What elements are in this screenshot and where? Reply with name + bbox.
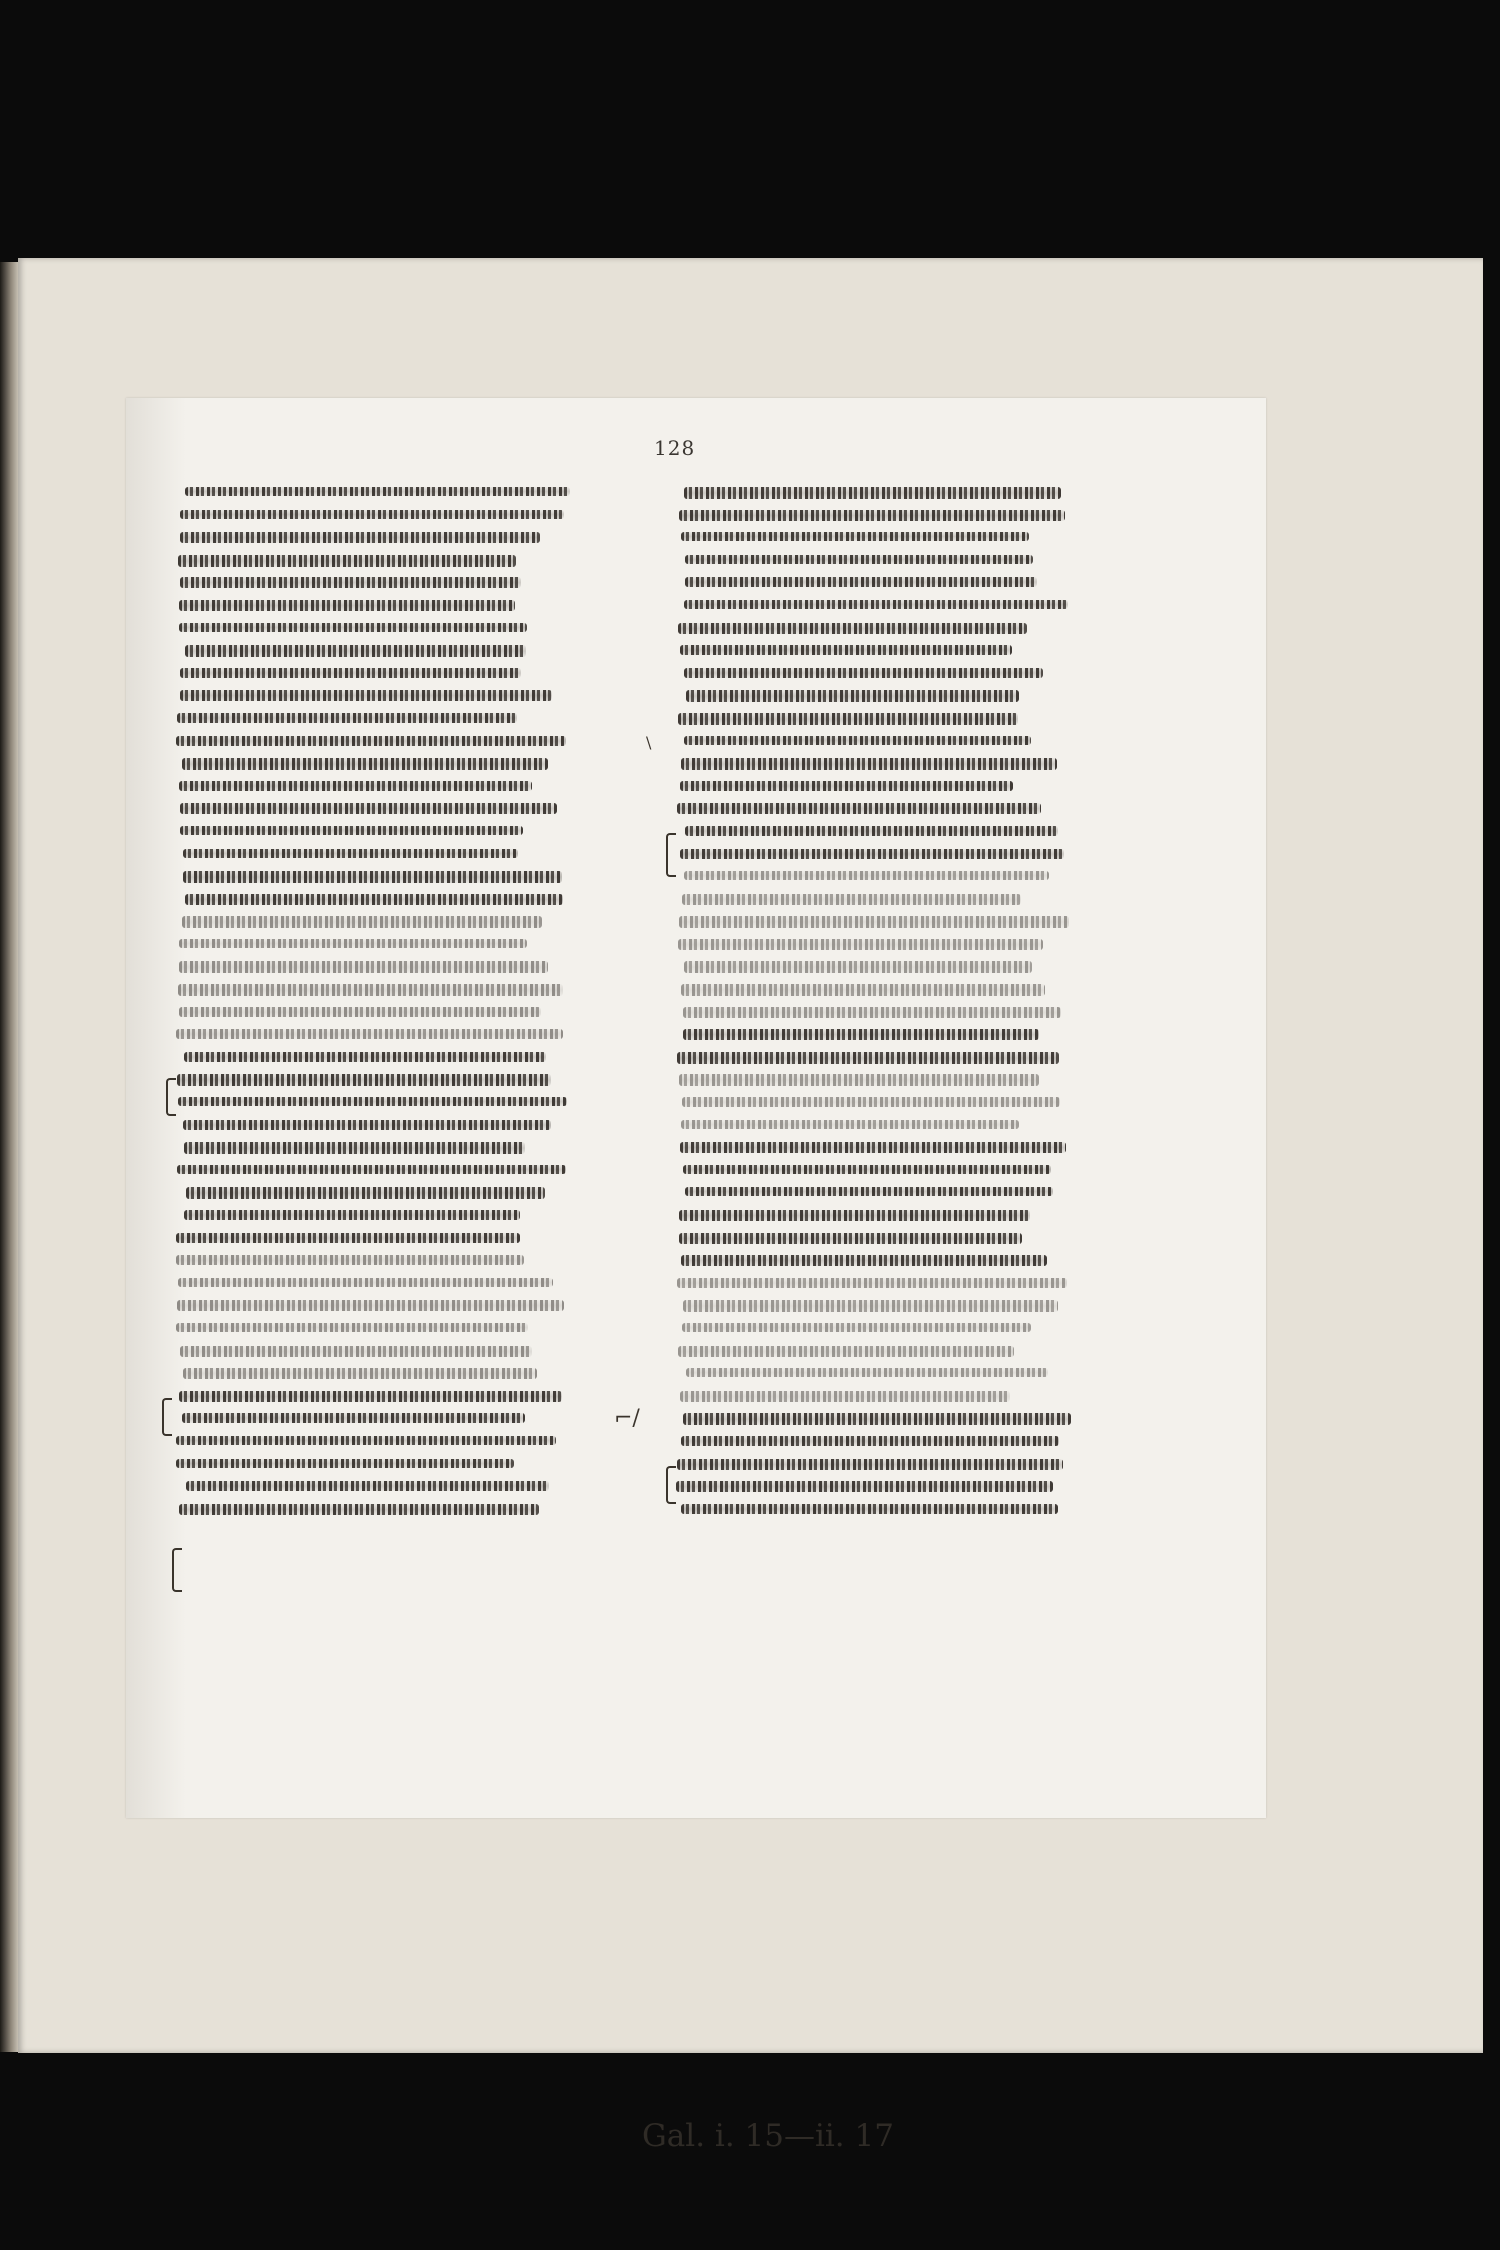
margin-mark: ⌐/ [614, 1406, 640, 1431]
script-ink [682, 1097, 1059, 1107]
script-ink [683, 1300, 1058, 1311]
script-line [676, 1429, 1096, 1452]
script-line [676, 1135, 1096, 1158]
script-ink [183, 1368, 537, 1379]
script-line [676, 751, 1096, 774]
script-ink [183, 849, 518, 859]
script-ink [680, 849, 1065, 859]
script-line [176, 1384, 596, 1407]
script-ink [680, 781, 1014, 792]
script-line [676, 796, 1096, 819]
script-ink [679, 1074, 1039, 1085]
script-ink [684, 871, 1049, 880]
manuscript-column-right [676, 480, 1096, 1519]
script-line [176, 1045, 596, 1068]
script-ink [683, 1413, 1070, 1425]
script-line [676, 480, 1096, 503]
script-ink [180, 1346, 532, 1358]
script-ink [677, 1459, 1063, 1471]
script-line [676, 548, 1096, 571]
script-line [176, 796, 596, 819]
script-line [676, 1180, 1096, 1203]
script-line [176, 548, 596, 571]
plate-page [18, 258, 1483, 2154]
script-line [676, 616, 1096, 639]
script-ink [179, 600, 515, 611]
script-line [176, 593, 596, 616]
script-line [676, 1384, 1096, 1407]
script-line [176, 729, 596, 752]
script-ink [684, 600, 1068, 609]
script-line [176, 774, 596, 797]
script-ink [682, 894, 1020, 905]
script-ink [681, 1504, 1058, 1514]
script-line [176, 1158, 596, 1181]
script-ink [183, 1120, 552, 1131]
script-line [676, 706, 1096, 729]
script-line [676, 1203, 1096, 1226]
script-ink [681, 1255, 1048, 1266]
script-line [676, 1361, 1096, 1384]
script-line [176, 751, 596, 774]
script-line [676, 1406, 1096, 1429]
script-ink [180, 690, 553, 701]
script-ink [686, 1368, 1048, 1377]
script-line [176, 706, 596, 729]
margin-mark: \ [646, 733, 652, 752]
script-line [676, 774, 1096, 797]
script-line [676, 1293, 1096, 1316]
script-ink [186, 1481, 549, 1491]
script-ink [679, 510, 1065, 521]
script-line [676, 864, 1096, 887]
script-line [676, 1045, 1096, 1068]
script-ink [182, 758, 548, 770]
script-line [676, 1022, 1096, 1045]
script-ink [180, 577, 521, 587]
margin-bracket [666, 1466, 676, 1504]
folio-number: 128 [654, 436, 696, 460]
script-ink [180, 532, 540, 543]
script-line [176, 1113, 596, 1136]
script-ink [677, 1052, 1058, 1064]
script-ink [176, 1459, 514, 1469]
script-ink [186, 1187, 545, 1198]
margin-bracket [172, 1548, 182, 1592]
script-ink [681, 1120, 1019, 1130]
script-ink [685, 826, 1058, 836]
script-ink [177, 1074, 552, 1086]
script-line [676, 909, 1096, 932]
script-line [176, 842, 596, 865]
script-line [676, 1497, 1096, 1520]
script-ink [176, 1436, 556, 1445]
script-ink [683, 1165, 1051, 1174]
script-line [176, 1497, 596, 1520]
script-ink [176, 736, 566, 746]
script-line [676, 1067, 1096, 1090]
script-line [676, 1113, 1096, 1136]
script-ink [677, 803, 1041, 814]
margin-bracket [166, 1078, 176, 1116]
script-ink [183, 871, 562, 883]
script-ink [685, 1187, 1053, 1196]
script-line [676, 1158, 1096, 1181]
script-ink [681, 984, 1045, 996]
manuscript-column-left [176, 480, 596, 1519]
script-ink [678, 713, 1019, 725]
script-line [676, 661, 1096, 684]
script-ink [185, 487, 570, 496]
script-ink [686, 690, 1019, 701]
manuscript-photograph [126, 398, 1266, 1818]
script-ink [684, 487, 1061, 499]
script-line [676, 1339, 1096, 1362]
script-line [676, 729, 1096, 752]
script-line [176, 1293, 596, 1316]
script-ink [180, 510, 564, 519]
script-line [176, 616, 596, 639]
script-line [676, 887, 1096, 910]
script-ink [179, 939, 527, 948]
script-ink [680, 1142, 1066, 1153]
script-line [676, 593, 1096, 616]
script-line [176, 1361, 596, 1384]
script-ink [176, 1323, 527, 1332]
script-ink [179, 1391, 562, 1402]
script-ink [684, 736, 1031, 745]
script-ink [679, 1233, 1021, 1244]
script-line [176, 1203, 596, 1226]
script-line [176, 1135, 596, 1158]
script-ink [184, 1052, 546, 1062]
script-ink [681, 1436, 1058, 1446]
script-line [676, 1248, 1096, 1271]
script-line [676, 1452, 1096, 1475]
script-ink [685, 555, 1033, 564]
script-ink [176, 1029, 562, 1039]
script-line [176, 1022, 596, 1045]
script-line [176, 570, 596, 593]
script-ink [680, 645, 1012, 655]
script-ink [182, 1413, 525, 1423]
script-line [176, 1316, 596, 1339]
script-line [676, 570, 1096, 593]
script-line [676, 954, 1096, 977]
script-ink [179, 961, 547, 972]
script-line [176, 819, 596, 842]
script-line [676, 525, 1096, 548]
script-line [676, 1474, 1096, 1497]
script-line [676, 1000, 1096, 1023]
script-ink [178, 1097, 566, 1106]
script-line [676, 1226, 1096, 1249]
script-ink [182, 916, 542, 928]
script-ink [678, 1346, 1014, 1357]
script-ink [185, 645, 526, 657]
script-ink [681, 532, 1029, 541]
script-line [176, 503, 596, 526]
margin-bracket [162, 1398, 172, 1436]
script-ink [185, 894, 564, 905]
script-ink [680, 1391, 1011, 1402]
script-line [176, 932, 596, 955]
script-line [176, 887, 596, 910]
script-ink [178, 1278, 552, 1287]
script-line [176, 1339, 596, 1362]
script-line [176, 1271, 596, 1294]
script-ink [678, 939, 1043, 950]
script-ink [176, 1255, 524, 1265]
script-ink [179, 623, 527, 632]
script-line [176, 480, 596, 503]
script-ink [180, 668, 521, 679]
script-ink [179, 1504, 538, 1516]
script-line [176, 864, 596, 887]
script-line [176, 1226, 596, 1249]
script-line [176, 1406, 596, 1429]
script-ink [684, 668, 1043, 678]
script-ink [679, 1210, 1030, 1221]
plate-caption: Gal. i. 15—ii. 17 [642, 2118, 894, 2154]
script-line [176, 1474, 596, 1497]
script-line [676, 842, 1096, 865]
script-line [176, 661, 596, 684]
script-line [676, 503, 1096, 526]
script-ink [683, 1029, 1039, 1039]
script-line [176, 683, 596, 706]
script-line [676, 1090, 1096, 1113]
script-ink [178, 984, 562, 996]
script-ink [184, 1142, 525, 1153]
margin-bracket [666, 833, 676, 877]
script-ink [178, 555, 515, 567]
book-spine-edge [0, 262, 20, 2052]
script-ink [177, 713, 517, 723]
script-line [176, 525, 596, 548]
script-ink [179, 781, 532, 791]
script-line [176, 1452, 596, 1475]
script-line [176, 1248, 596, 1271]
script-line [176, 977, 596, 1000]
script-line [676, 1271, 1096, 1294]
script-ink [176, 1233, 520, 1243]
script-ink [679, 916, 1069, 927]
script-line [176, 1180, 596, 1203]
script-line [676, 977, 1096, 1000]
script-line [676, 819, 1096, 842]
script-line [176, 909, 596, 932]
script-ink [682, 1323, 1031, 1332]
script-line [176, 1000, 596, 1023]
script-ink [685, 577, 1037, 587]
script-ink [177, 1300, 564, 1311]
script-line [676, 1316, 1096, 1339]
script-ink [677, 1278, 1066, 1288]
script-line [676, 683, 1096, 706]
script-ink [180, 803, 557, 813]
script-ink [177, 1165, 566, 1174]
script-line [176, 1090, 596, 1113]
script-ink [681, 758, 1057, 770]
script-line [176, 638, 596, 661]
script-line [676, 638, 1096, 661]
script-line [176, 1429, 596, 1452]
script-ink [179, 1007, 541, 1017]
script-ink [678, 623, 1027, 635]
script-ink [676, 1481, 1053, 1491]
script-ink [184, 1210, 520, 1220]
script-line [176, 954, 596, 977]
script-ink [683, 1007, 1061, 1019]
script-line [176, 1067, 596, 1090]
script-line [676, 932, 1096, 955]
script-ink [684, 961, 1032, 973]
script-ink [180, 826, 523, 836]
